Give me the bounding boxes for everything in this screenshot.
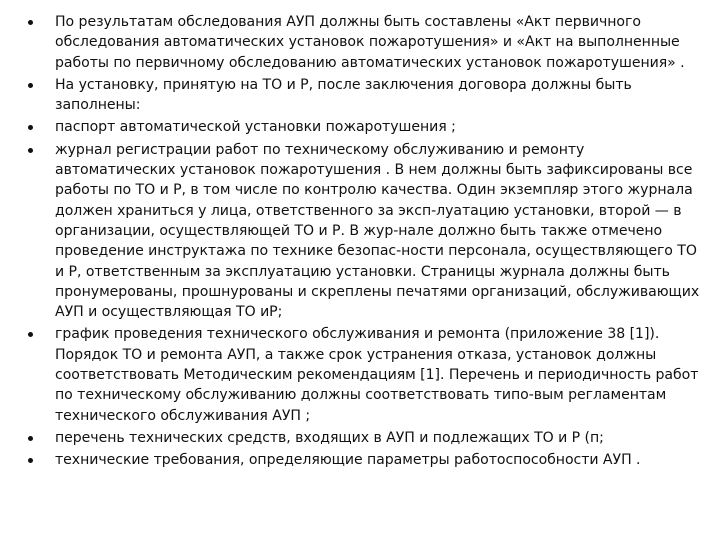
list-item	[28, 140, 703, 323]
bullet-point-icon	[28, 332, 33, 337]
bullet-text: технические требования, определяющие параметры работоспособности АУП .	[55, 452, 641, 469]
bullet-point-icon	[28, 125, 33, 130]
bullet-text: паспорт автоматической установки пожаротушения ;	[55, 119, 456, 136]
list-item	[28, 324, 703, 425]
list-item	[28, 428, 703, 448]
list-item	[28, 12, 703, 73]
bullet-text: журнал регистрации работ по техническому обслуживанию и ремонту автоматических установок пожаротушения . В нем должны быть зафиксированы все работы по ТО и Р, в том числе по контролю качества. Один экземпляр этого журнала должен храниться у лица, ответственного за эксп-луатацию установки, второй — в организации, осуществляющей ТО и Р. В жур-нале должно быть также отмечено проведение инструктажа по технике безопас-ности персонала, осуществляющего ТО и Р, ответственным за эксплуатацию установки. Страницы журнала должны быть пронумерованы, прошнурованы и скреплены печатями организаций, обслуживающих АУП и осуществляющая ТО иР;	[55, 141, 700, 321]
list-item	[28, 75, 703, 116]
bullet-text: график проведения технического обслуживания и ремонта (приложение 38 [1]). Порядок ТО и ремонта АУП, а также срок устранения отказа, установок должны соответствовать Методическим рекомендациям [1]. Перечень и периодичность работ по техническому обслуживанию должны соответствовать типо-вым регламентам технического обслуживания АУП ;	[55, 326, 699, 424]
list-item	[28, 117, 703, 137]
bullet-text: перечень технических средств, входящих в АУП и подлежащих ТО и Р (п;	[55, 429, 604, 446]
bullet-text: По результатам обследования АУП должны быть составлены «Акт первичного обследования автоматических установок пожаротушения» и «Акт на выполненные работы по первичному обследованию автоматических установок пожаротушения» .	[55, 14, 685, 71]
bullet-text: На установку, принятую на ТО и Р, после заключения договора должны быть заполнены:	[55, 76, 632, 114]
bullet-point-icon	[28, 436, 33, 441]
bullet-point-icon	[28, 83, 33, 88]
bullet-point-icon	[28, 458, 33, 463]
list-item	[28, 450, 703, 470]
bullet-point-icon	[28, 148, 33, 153]
bullet-list	[28, 12, 703, 473]
bullet-point-icon	[28, 20, 33, 25]
